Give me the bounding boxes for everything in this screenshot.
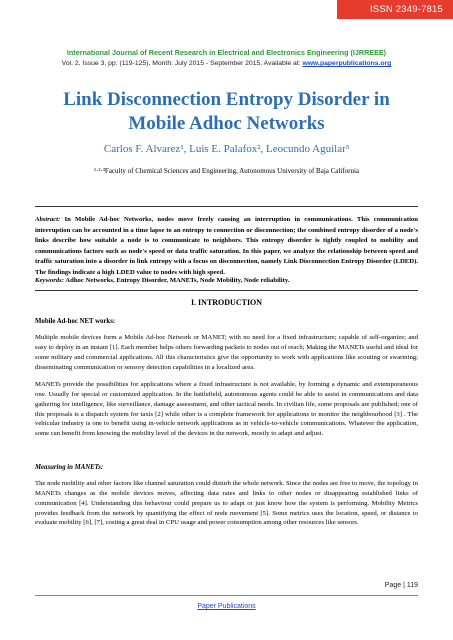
subheading-manet: Mobile Ad-hoc NET works: <box>35 318 116 325</box>
keywords-text: Adhoc Networks, Entropy Disorder, MANETs, Node Mobility, Node reliability. <box>63 277 290 284</box>
abstract-text: In Mobile Ad-hoc Networks, nodes move freely causing an interruption in communications. This communication interruption can be accounted in a time lapse to an entropy to connection or disconnection; the combined entropy disorder of a node's links describe how suitable a node is to communicate to neighbors. This entropy disorder is tightly coupled to mobility and communications factors such as node's speed or data traffic saturation. In this paper, we analyze the relationship between speed and traffic saturation into a disorder in link entropy with a focus on disconnection, namely Link Disconnection Entropy Disorder (LDED). The findings indicate a high LDED value to nodes with high speed. <box>35 216 418 276</box>
paragraph-3: The node mobility and other factors like channel saturation could disturb the whole network. Since the nodes are free to move, the topology in MANETs changes as the mobile devices moves, affecting data rates and links to other nodes or disappearing established links of communication [4]. Understanding this behaviour could prepare us to adapt or just know how the system is performing. Mobility Metrics provides feedback from the network by quantifying the effect of node movement [5]. Some metrics uses the location, speed, or distance to evaluate mobility [6], [7], costing a great deal in CPU usage and power consumption among other resources like sensors. <box>35 480 418 527</box>
subheading-measuring: Measuring in MANETs: <box>35 464 104 471</box>
title-line-1: Link Disconnection Entropy Disorder in <box>63 89 390 110</box>
abstract-label: Abstract: <box>35 216 61 223</box>
volume-info: Vol. 2, Issue 3, pp: (119-125), Month: July 2015 - September 2015, Available at: <box>61 60 303 67</box>
journal-name: International Journal of Recent Research in Electrical and Electronics Engineering (IJRREEE) <box>66 48 387 57</box>
keywords <box>35 277 418 284</box>
abstract <box>35 215 418 279</box>
website-link[interactable]: www.paperpublications.org <box>302 60 392 67</box>
keywords-label: Keywords: <box>35 277 64 284</box>
volume-line <box>0 60 453 67</box>
footer-rule <box>35 595 418 596</box>
paper-title <box>0 88 453 136</box>
issn-badge: ISSN 2349-7815 <box>337 0 453 19</box>
abstract-top-rule <box>35 206 418 207</box>
paragraph-1: Multiple mobile devices form a Mobile Ad-hoc Network or MANET; with no need for a fixed infrastructure; capable of self-organize; and easy to deploy in an instant [1]. Each member helps others forwarding packets to nodes out of reach; Making the MANETs useful and ideal for some military and commercial applications. All this characteristics give the opportunity to work with applications like scouting or swarming; disseminating communication or sensory detection capabilities in a localized area. <box>35 334 418 371</box>
section-title: I. INTRODUCTION <box>190 298 263 307</box>
affiliation: ¹·²·³Faculty of Chemical Sciences and Engineering, Autonomous University of Baja California <box>93 167 360 175</box>
page-number: Page | 119 <box>384 582 418 589</box>
abstract-bottom-rule <box>35 290 418 291</box>
title-line-2: Mobile Adhoc Networks <box>128 113 325 134</box>
publisher-link[interactable]: Paper Publications <box>197 603 256 610</box>
authors: Carlos F. Alvarez¹, Luis E. Palafox², Leocundo Aguilar³ <box>103 143 350 155</box>
paragraph-2: MANETs provide the possibilities for applications where a fixed infrastructure is not available, by forming a dynamic and extemporaneous one. Usually for special or customized application. In the battlefield, autonomous agents could be able to assist in communications and data gathering for intelligence, like surveillance, damage assessment, and other tactical needs. In civilian life, some proposals are published; one of this proposals is a dispatch system for taxis [2] while other is a complete framework for applications to monitor the neighbourhood [3] . The vehicular industry is one to benefit using in-vehicle network applications as in vehicle-to-vehicle communications. Whatever the application, some can benefit from knowing the mobility level of the devices in the network, mostly to adapt and adjust. <box>35 381 418 438</box>
